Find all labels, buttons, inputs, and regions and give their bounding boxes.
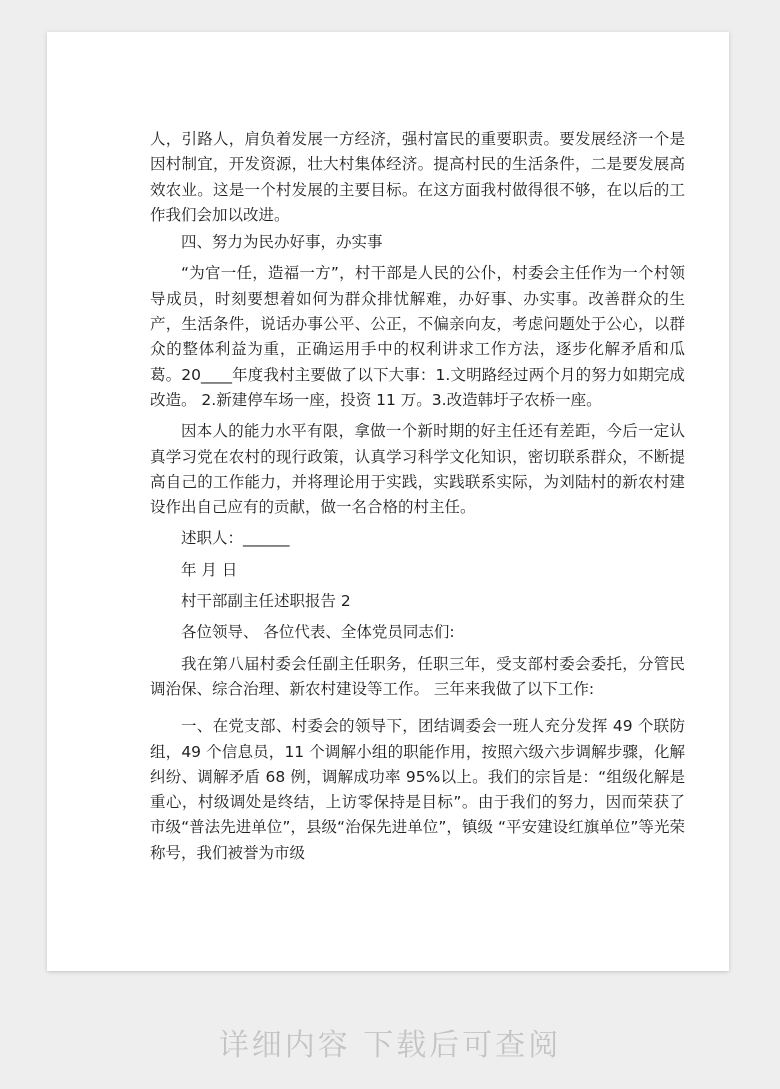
date-line: 年 月 日 <box>181 560 238 579</box>
paragraph-intro: 我在第八届村委会任副主任职务，任职三年，受支部村委会委托，分管民调治保、综合治理、新农村建设等工作。 三年来我做了以下工作: <box>150 654 685 698</box>
section-heading-4: 四、努力为民办好事，办实事 <box>181 233 383 252</box>
paragraph-public-service: “为官一任，造福一方”，村干部是人民的公仆，村委会主任作为一个村领导成员，时刻要想着如何为群众排忧解难，办好事、办实事。改善群众的生产，生活条件，说话办事公平、公正，不偏亲向友，考虑问题处于公心，以群众的整体利益为重，正确运用手中的权利讲求工作方法，逐步化解矛盾和瓜葛。20____年度我村主要做了以下大事：1.文明路经过两个月的努力如期完成改造。 2.新建停车场一座，投资 11 万。3.改造韩圩子农桥一座。 <box>150 264 685 409</box>
paragraph-section-1: 一、在党支部、村委会的领导下，团结调委会一班人充分发挥 49 个联防组，49 个信息员，11 个调解小组的职能作用，按照六级六步调解步骤，化解纠纷、调解矛盾 68 例，调解成功率 95%以上。我们的宗旨是：“组级化解是重心，村级调处是终结，上访零保持是目标”。由于我们的努力，因而荣获了市级“普法先进单位”，县级“治保先进单位”，镇级 “平安建设红旗单位”等光荣称号，我们被誉为市级 <box>150 717 685 862</box>
document-body <box>150 127 685 866</box>
salutation: 各位领导、 各位代表、全体党员同志们: <box>181 623 455 642</box>
paragraph-continuation: 人，引路人，肩负着发展一方经济，强村富民的重要职责。要发展经济一个是因村制宜，开发资源，壮大村集体经济。提高村民的生活条件，二是要发展高效农业。这是一个村发展的主要目标。在这方面我村做得很不够，在以后的工作我们会加以改进。 <box>150 130 685 224</box>
signature-line: 述职人：______ <box>181 529 290 548</box>
document-page <box>47 32 729 971</box>
report-title: 村干部副主任述职报告 2 <box>181 592 351 611</box>
paragraph-self-improvement: 因本人的能力水平有限，拿做一个新时期的好主任还有差距，今后一定认真学习党在农村的现行政策，认真学习科学文化知识，密切联系群众，不断提高自己的工作能力，并将理论用于实践，实践联系实际，为刘陆村的新农村建设作出自己应有的贡献，做一名合格的村主任。 <box>150 422 685 517</box>
download-hint: 详细内容 下载后可查阅 <box>218 1028 562 1063</box>
